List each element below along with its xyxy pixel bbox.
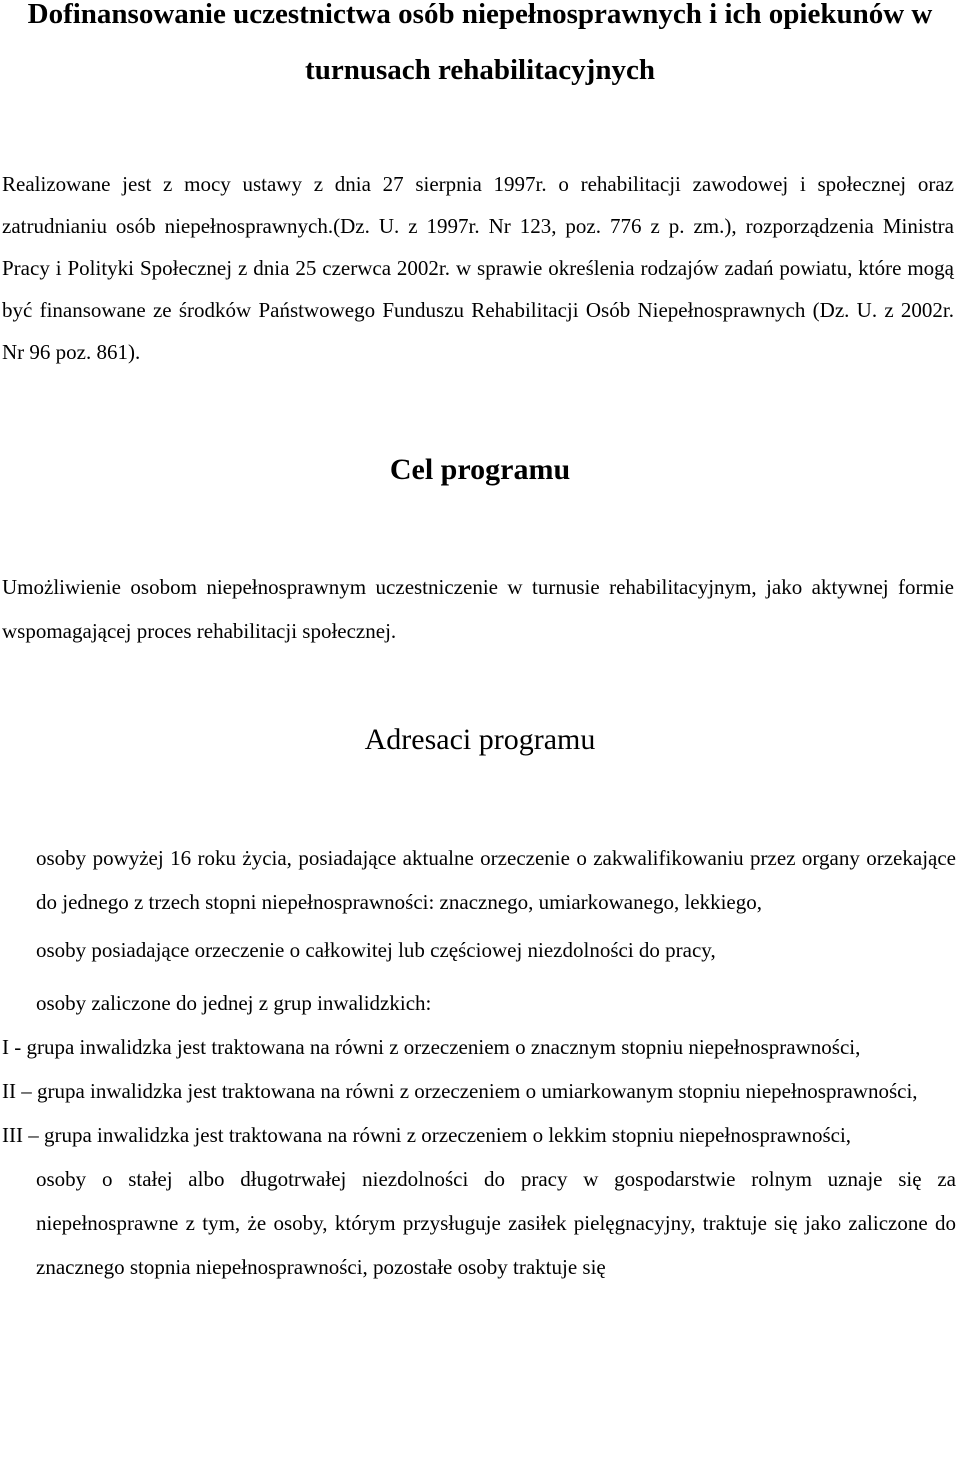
list-item: osoby zaliczone do jednej z grup inwalidzkich: bbox=[36, 991, 432, 1015]
section-heading-cel: Cel programu bbox=[389, 453, 571, 486]
list-item: osoby posiadające orzeczenie o całkowitej lub częściowej niezdolności do pracy, bbox=[36, 938, 716, 962]
adresaci-list bbox=[0, 836, 956, 1289]
section-heading-adresaci: Adresaci programu bbox=[364, 723, 596, 756]
intro-paragraph: Realizowane jest z mocy ustawy z dnia 27 sierpnia 1997r. o rehabilitacji zawodowej i społecznej oraz zatrudnianiu osób niepełnosprawnych.(Dz. U. z 1997r. Nr 123, poz. 776 z p. zm.), rozporządzenia Ministra Pracy i Polityki Społecznej z dnia 25 czerwca 2002r. w sprawie określenia rodzajów zadań powiatu, które mogą być finansowane ze środków Państwowego Funduszu Rehabilitacji Osób Niepełnosprawnych (Dz. U. z 2002r. Nr 96 poz. 861). bbox=[2, 172, 954, 364]
list-item: osoby powyżej 16 roku życia, posiadające aktualne orzeczenie o zakwalifikowaniu przez organy orzekające do jednego z trzech stopni niepełnosprawności: znacznego, umiarkowanego, lekkiego, bbox=[36, 846, 956, 914]
list-item: III – grupa inwalidzka jest traktowana na równi z orzeczeniem o lekkim stopniu niepełnosprawności, bbox=[2, 1123, 852, 1147]
list-item: I - grupa inwalidzka jest traktowana na równi z orzeczeniem o znacznym stopniu niepełnosprawności, bbox=[2, 1035, 861, 1059]
cel-paragraph: Umożliwienie osobom niepełnosprawnym uczestniczenie w turnusie rehabilitacyjnym, jako aktywnej formie wspomagającej proces rehabilitacji społecznej. bbox=[2, 575, 954, 643]
list-item: osoby o stałej albo długotrwałej niezdolności do pracy w gospodarstwie rolnym uznaje się za niepełnosprawne z tym, że osoby, którym przysługuje zasiłek pielęgnacyjny, traktuje się jako zaliczone do znacznego stopnia niepełnosprawności, pozostałe osoby traktuje się bbox=[36, 1167, 956, 1279]
document-title: Dofinansowanie uczestnictwa osób niepełnosprawnych i ich opiekunów w turnusach rehabilitacyjnych bbox=[27, 0, 933, 86]
list-item: II – grupa inwalidzka jest traktowana na równi z orzeczeniem o umiarkowanym stopniu niepełnosprawności, bbox=[2, 1079, 918, 1103]
